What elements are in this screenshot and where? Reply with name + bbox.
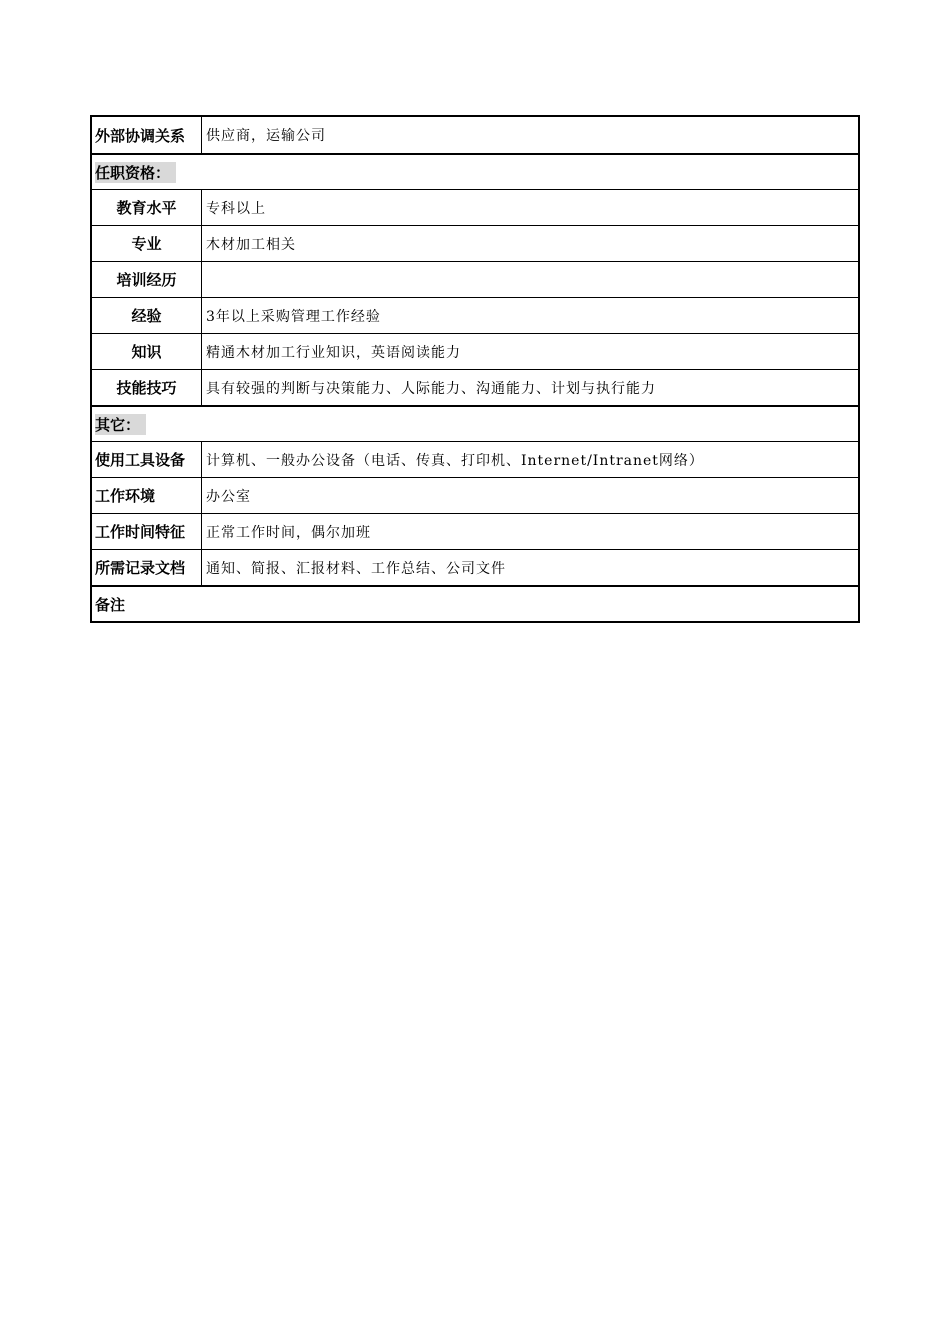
value-tools: 计算机、一般办公设备（电话、传真、打印机、Internet/Intranet网络）	[206, 452, 704, 469]
label-environment: 工作环境	[92, 478, 202, 513]
row-remarks	[92, 585, 858, 621]
label-skills: 技能技巧	[92, 370, 202, 405]
label-tools: 使用工具设备	[92, 442, 202, 477]
label-documents: 所需记录文档	[92, 550, 202, 585]
row-external-relations	[92, 117, 858, 153]
job-description-table	[90, 115, 860, 623]
value-knowledge: 精通木材加工行业知识，英语阅读能力	[206, 344, 461, 361]
row-work-hours	[92, 513, 858, 549]
label-major: 专业	[92, 226, 202, 261]
label-training: 培训经历	[92, 262, 202, 297]
value-skills: 具有较强的判断与决策能力、人际能力、沟通能力、计划与执行能力	[206, 380, 656, 397]
value-external-relations: 供应商，运输公司	[206, 128, 326, 144]
row-experience	[92, 297, 858, 333]
section-other	[92, 405, 858, 441]
value-documents: 通知、简报、汇报材料、工作总结、公司文件	[206, 560, 506, 577]
value-major: 木材加工相关	[206, 236, 296, 253]
section-other-title: 其它：	[95, 414, 146, 435]
label-remarks: 备注	[95, 595, 126, 614]
section-qualifications-title: 任职资格：	[95, 162, 176, 183]
label-experience: 经验	[92, 298, 202, 333]
label-knowledge: 知识	[92, 334, 202, 369]
value-training	[202, 262, 858, 297]
label-external-relations: 外部协调关系	[92, 117, 202, 153]
row-knowledge	[92, 333, 858, 369]
row-tools	[92, 441, 858, 477]
row-training	[92, 261, 858, 297]
value-work-hours: 正常工作时间，偶尔加班	[206, 524, 371, 541]
row-major	[92, 225, 858, 261]
row-environment	[92, 477, 858, 513]
value-education: 专科以上	[206, 200, 266, 217]
label-education: 教育水平	[92, 190, 202, 225]
value-experience: 3年以上采购管理工作经验	[206, 308, 381, 325]
section-qualifications	[92, 153, 858, 189]
row-education	[92, 189, 858, 225]
value-environment: 办公室	[206, 488, 251, 505]
label-work-hours: 工作时间特征	[92, 514, 202, 549]
row-skills	[92, 369, 858, 405]
row-documents	[92, 549, 858, 585]
